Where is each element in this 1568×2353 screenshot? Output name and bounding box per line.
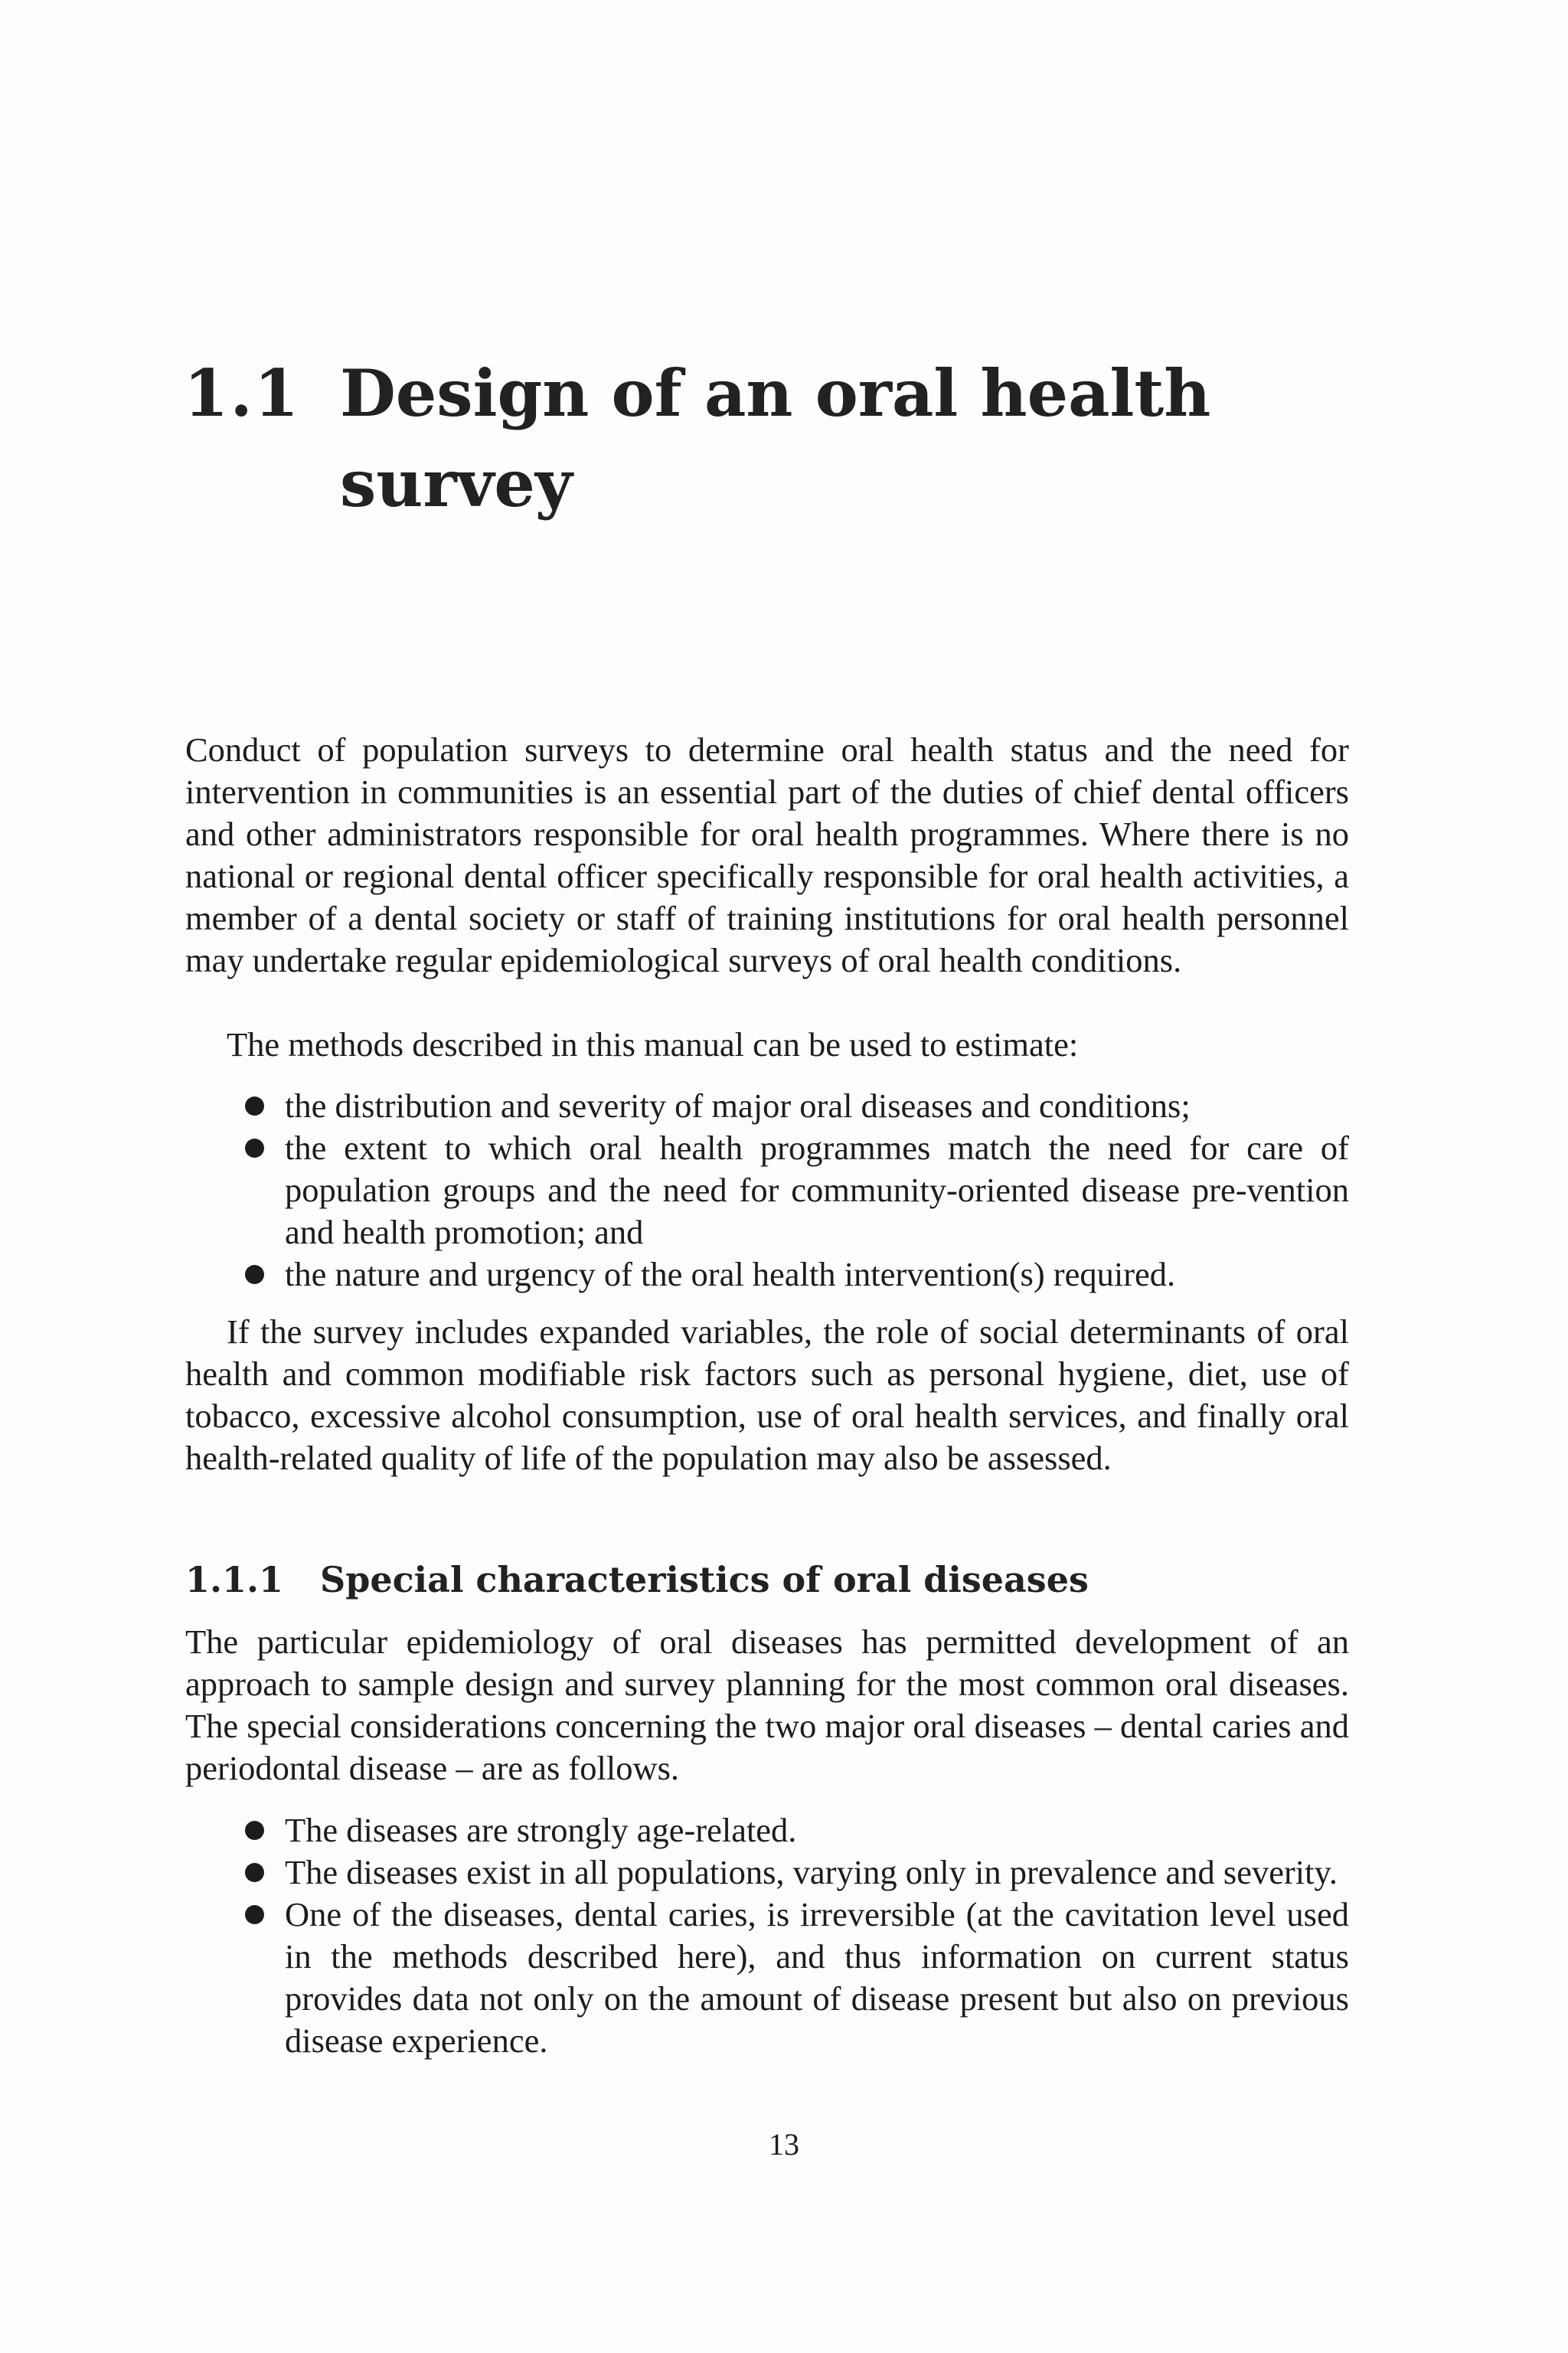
list-item: the distribution and severity of major oral diseases and conditions; <box>185 1085 1349 1127</box>
list-item: the nature and urgency of the oral health intervention(s) required. <box>185 1253 1349 1296</box>
list-item: The diseases are strongly age-related. <box>185 1809 1349 1851</box>
list-item: the extent to which oral health programmes match the need for care of population groups and the need for community-oriented disease pre-vention and health promotion; and <box>185 1127 1349 1253</box>
bullet-icon <box>245 1863 264 1882</box>
chapter-number: 1.1 <box>184 355 301 431</box>
intro-paragraph-3: If the survey includes expanded variables, the role of social determinants of oral health and common modifiable risk factors such as personal hygiene, diet, use of tobacco, excessive alcohol consumption, use of oral health services, and finally oral health-related quality of life of the population may also be assessed. <box>185 1312 1349 1477</box>
intro-paragraph-1: Conduct of population surveys to determine oral health status and the need for intervention in communities is an essential part of the duties of chief dental officers and other administrators responsible for oral health programmes. Where there is no national or regional dental officer specifically responsible for oral health activities, a member of a dental society or staff of training institutions for oral health personnel may undertake regular epidemiological surveys of oral health conditions. <box>185 730 1349 979</box>
page-number: 13 <box>769 2127 799 2162</box>
section-title: Special characteristics of oral diseases <box>320 1559 1089 1600</box>
bullet-icon <box>245 1905 264 1924</box>
characteristics-bullet-list <box>185 1809 1349 2062</box>
estimate-bullet-list <box>185 1085 1349 1296</box>
list-item: The diseases exist in all populations, varying only in prevalence and severity. <box>185 1851 1349 1894</box>
bullet-icon <box>245 1096 264 1116</box>
list-item: One of the diseases, dental caries, is irreversible (at the cavitation level used in the methods described here), and thus information on current status provides data not only on the amount of disease present but also on previous disease experience. <box>185 1894 1349 2062</box>
section-number: 1.1.1 <box>185 1559 284 1600</box>
section-paragraph: The particular epidemiology of oral diseases has permitted development of an approach to sample design and survey planning for the most common oral diseases. The special considerations concerning the two major oral diseases – dental caries and periodontal disease – are as follows. <box>185 1623 1349 1787</box>
bullet-icon <box>245 1139 264 1158</box>
intro-paragraph-2: The methods described in this manual can be used to estimate: <box>227 1025 1079 1064</box>
bullet-icon <box>245 1265 264 1284</box>
bullet-icon <box>245 1821 264 1840</box>
chapter-title: Design of an oral health survey <box>340 355 1211 521</box>
